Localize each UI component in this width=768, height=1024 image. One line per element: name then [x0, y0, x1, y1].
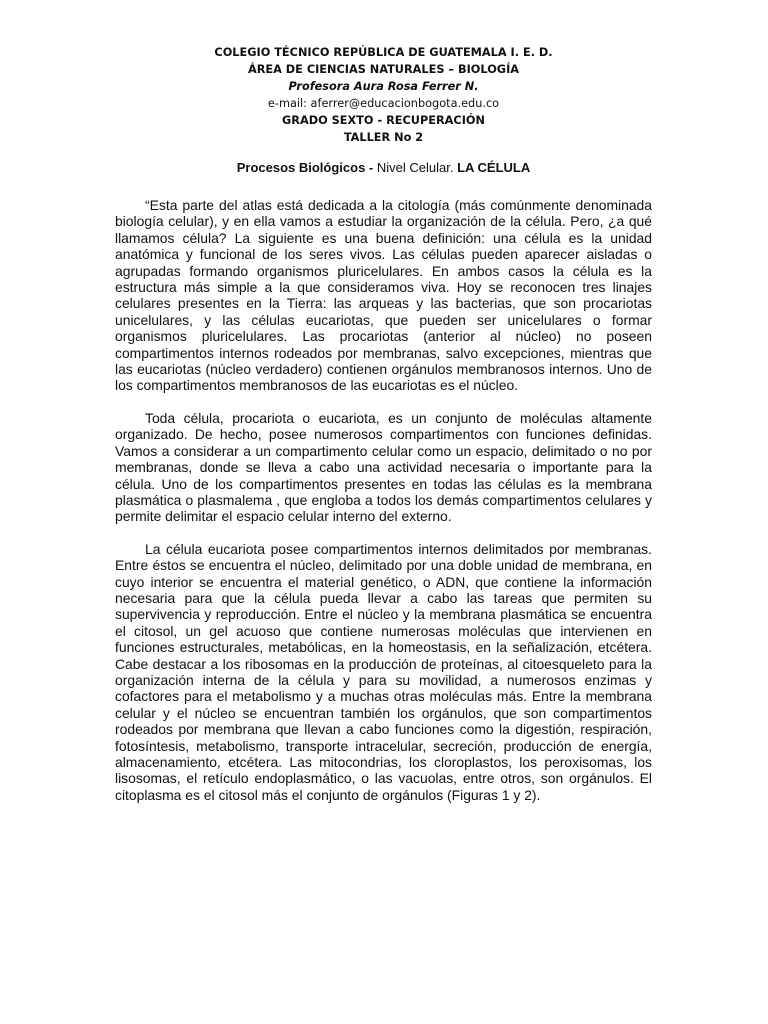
- school-name: COLEGIO TÉCNICO REPÚBLICA DE GUATEMALA I. E. D.: [214, 46, 553, 59]
- title-part-subject: LA CÉLULA: [457, 160, 531, 175]
- teacher-name: Profesora Aura Rosa Ferrer N.: [288, 80, 479, 93]
- title-part-level: Nivel Celular.: [376, 160, 458, 175]
- paragraph: “Esta parte del atlas está dedicada a la citología (más comúnmente denominada biología celular), y en ella vamos a estudiar la organización de la célula. Pero, ¿a qué llamamos célula? La siguiente es una buena definición: una célula es la unidad anatómica y funcional de los seres vivos. Las células pueden aparecer aisladas o agrupadas formando organismos pluricelulares. En ambos casos la célula es la estructura más simple a la que consideramos viva. Hoy se reconocen tres linajes celulares presentes en la Tierra: las arqueas y las bacterias, que son procariotas unicelulares, y las células eucariotas, que pueden ser unicelulares o formar organismos pluricelulares. Las procariotas (anterior al núcleo) no poseen compartimentos internos rodeados por membranas, salvo excepciones, mientras que las eucariotas (núcleo verdadero) contienen orgánulos membranosos internos. Uno de los compartimentos membranosos de las eucariotas es el núcleo.: [115, 197, 652, 394]
- paragraph: Toda célula, procariota o eucariota, es un conjunto de moléculas altamente organizado. De hecho, posee numerosos compartimentos con funciones definidas. Vamos a considerar a un compartimento celular como un espacio, delimitado o no por membranas, donde se lleva a cabo una actividad necesaria o importante para la célula. Uno de los compartimentos presentes en todas las células es la membrana plasmática o plasmalema , que engloba a todos los demás compartimentos celulares y permite delimitar el espacio celular interno del externo.: [115, 409, 652, 525]
- paragraph: La célula eucariota posee compartimentos internos delimitados por membranas. Entre éstos se encuentra el núcleo, delimitado por una doble unidad de membrana, en cuyo interior se encuentra el material genético, o ADN, que contiene la información necesaria para que la célula pueda llevar a cabo las tareas que permiten su supervivencia y reproducción. Entre el núcleo y la membrana plasmática se encuentra el citosol, un gel acuoso que contiene numerosas moléculas que intervienen en funciones estructurales, metabólicas, en la homeostasis, en la señalización, etcétera. Cabe destacar a los ribosomas en la producción de proteínas, al citoesqueleto para la organización interna de la célula y para su movilidad, a numerosos enzimas y cofactores para el metabolismo y a muchas otras moléculas más. Entre la membrana celular y el núcleo se encuentran también los orgánulos, que son compartimentos rodeados por membrana que llevan a cabo funciones como la digestión, respiración, fotosíntesis, metabolismo, transporte intracelular, secreción, producción de energía, almacenamiento, etcétera. Las mitocondrias, los cloroplastos, los peroxisomas, los lisosomas, el retículo endoplasmático, o las vacuolas, entre otros, son orgánulos. El citoplasma es el citosol más el conjunto de orgánulos (Figuras 1 y 2).: [115, 540, 652, 803]
- document-header: [115, 44, 652, 146]
- grade-label: GRADO SEXTO - RECUPERACIÓN: [282, 114, 485, 127]
- title-part-topic: Procesos Biológicos -: [236, 160, 377, 175]
- document-page: [115, 44, 652, 819]
- document-body: [115, 197, 652, 803]
- area-name: ÁREA DE CIENCIAS NATURALES – BIOLOGÍA: [247, 63, 520, 76]
- workshop-label: TALLER No 2: [343, 131, 424, 144]
- document-title: [115, 159, 652, 176]
- teacher-email: e-mail: aferrer@educacionbogota.edu.co: [267, 97, 500, 110]
